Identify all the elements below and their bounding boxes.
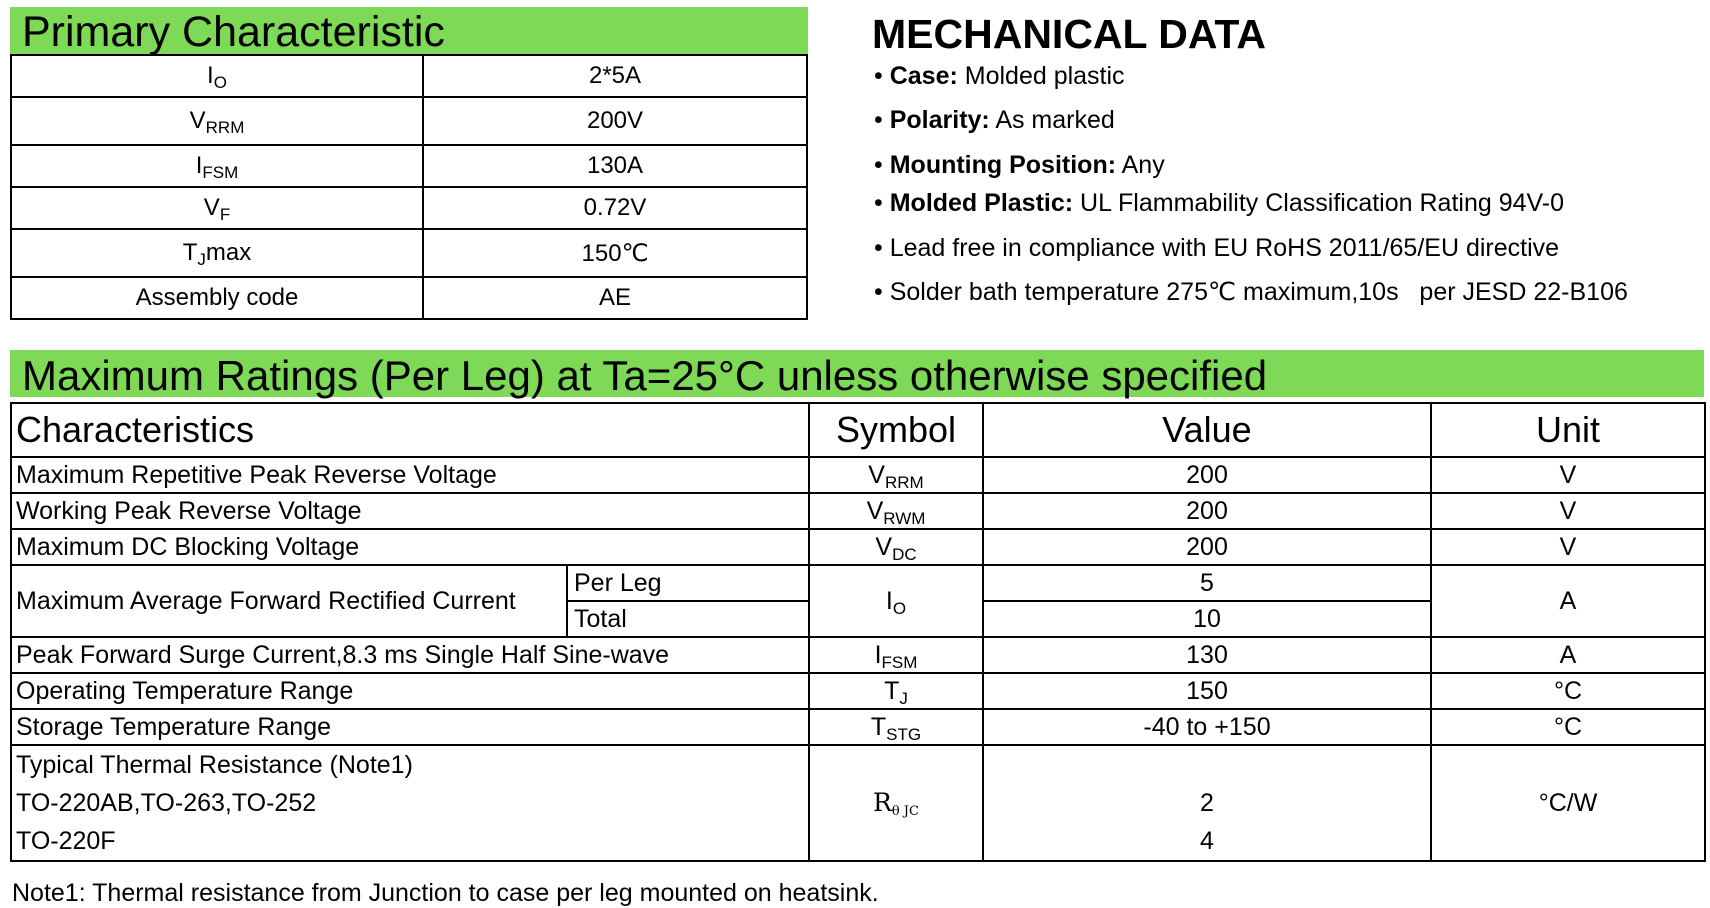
table-row bbox=[11, 145, 807, 187]
mechanical-item-key: Case: bbox=[889, 62, 958, 90]
symbol-cell: Rθ JC bbox=[809, 745, 983, 861]
header-value: Value bbox=[983, 403, 1431, 457]
table-row bbox=[11, 673, 1705, 709]
unit-cell: V bbox=[1431, 457, 1705, 493]
value-cell: AE bbox=[423, 277, 807, 319]
mechanical-item-text: Solder bath temperature 275℃ maximum,10s per JESD 22-B106 bbox=[882, 278, 1628, 306]
mechanical-data-title: MECHANICAL DATA bbox=[872, 11, 1267, 57]
table-row bbox=[11, 55, 807, 97]
primary-characteristic-title: Primary Characteristic bbox=[10, 7, 808, 54]
mechanical-item bbox=[874, 60, 1125, 92]
bullet: • bbox=[874, 278, 883, 306]
value-cell: 150 bbox=[983, 673, 1431, 709]
sub-characteristic-cell: Total bbox=[567, 601, 809, 637]
unit-cell: V bbox=[1431, 529, 1705, 565]
mechanical-item bbox=[874, 187, 1564, 219]
mechanical-item bbox=[874, 149, 1165, 181]
mechanical-item-key: Mounting Position: bbox=[889, 151, 1117, 179]
unit-cell: °C/W bbox=[1431, 745, 1705, 861]
mechanical-item-text: Molded plastic bbox=[957, 62, 1125, 90]
thermal-resistance-label: Typical Thermal Resistance (Note1) bbox=[16, 751, 413, 779]
mechanical-item-text: Lead free in compliance with EU RoHS 2011/65/EU directive bbox=[882, 234, 1560, 262]
symbol-cell: $T_{STG}$ bbox=[809, 709, 983, 745]
value-cell: 2 4 bbox=[983, 745, 1431, 861]
unit-cell: A bbox=[1431, 637, 1705, 673]
header-symbol: Symbol bbox=[809, 403, 983, 457]
unit-cell: V bbox=[1431, 493, 1705, 529]
table-row bbox=[11, 97, 807, 145]
mechanical-item bbox=[874, 104, 1115, 136]
characteristic-cell bbox=[11, 745, 809, 861]
value-cell: 10 bbox=[983, 601, 1431, 637]
value-cell: 200 bbox=[983, 529, 1431, 565]
unit-cell: A bbox=[1431, 565, 1705, 637]
symbol-cell: $I_{FSM}$ bbox=[809, 637, 983, 673]
table-row bbox=[11, 493, 1705, 529]
symbol-cell: $I_O$ bbox=[809, 565, 983, 637]
unit-cell: °C bbox=[1431, 709, 1705, 745]
characteristic-cell: Maximum DC Blocking Voltage bbox=[11, 529, 809, 565]
characteristic-cell: Peak Forward Surge Current,8.3 ms Single Half Sine-wave bbox=[11, 637, 809, 673]
value-cell: 200 bbox=[983, 493, 1431, 529]
package-label: TO-220AB,TO-263,TO-252 bbox=[16, 789, 317, 817]
value-cell: 130 bbox=[983, 637, 1431, 673]
symbol-cell: $V_{RWM}$ bbox=[809, 493, 983, 529]
symbol-cell: $V_{RRM}$ bbox=[809, 457, 983, 493]
table-row bbox=[11, 709, 1705, 745]
characteristic-cell: Maximum Average Forward Rectified Current bbox=[11, 565, 567, 637]
value-cell: 200 bbox=[983, 457, 1431, 493]
table-row bbox=[11, 229, 807, 277]
characteristic-cell: Working Peak Reverse Voltage bbox=[11, 493, 809, 529]
mechanical-item bbox=[874, 276, 1628, 308]
mechanical-item-key: Polarity: bbox=[889, 106, 990, 134]
symbol-cell: $I_{FSM}$ bbox=[11, 145, 423, 187]
maximum-ratings-title: Maximum Ratings (Per Leg) at Ta=25°C unless otherwise specified bbox=[10, 350, 1704, 397]
bullet: • bbox=[874, 189, 883, 217]
symbol-cell: $T_J\max$ bbox=[11, 229, 423, 277]
mechanical-item-text: UL Flammability Classification Rating 94V-0 bbox=[1073, 189, 1565, 217]
table-row bbox=[11, 187, 807, 229]
characteristic-cell: Maximum Repetitive Peak Reverse Voltage bbox=[11, 457, 809, 493]
header-characteristics: Characteristics bbox=[11, 403, 809, 457]
table-header-row bbox=[11, 403, 1705, 457]
package-label: TO-220F bbox=[16, 827, 116, 855]
symbol-cell: $V_{RRM}$ bbox=[11, 97, 423, 145]
symbol-cell: $V_{DC}$ bbox=[809, 529, 983, 565]
value-cell: 5 bbox=[983, 565, 1431, 601]
symbol-cell: $I_O$ bbox=[11, 55, 423, 97]
maximum-ratings-table bbox=[10, 402, 1706, 862]
value-cell: 150℃ bbox=[423, 229, 807, 277]
bullet: • bbox=[874, 106, 883, 134]
bullet: • bbox=[874, 62, 883, 90]
symbol-cell: $V_F$ bbox=[11, 187, 423, 229]
value-cell: 0.72V bbox=[423, 187, 807, 229]
value-cell: 130A bbox=[423, 145, 807, 187]
characteristic-cell: Storage Temperature Range bbox=[11, 709, 809, 745]
sub-characteristic-cell: Per Leg bbox=[567, 565, 809, 601]
value-cell: 2*5A bbox=[423, 55, 807, 97]
symbol-cell: $T_J$ bbox=[809, 673, 983, 709]
bullet: • bbox=[874, 234, 883, 262]
mechanical-item-text: Any bbox=[1116, 151, 1165, 179]
table-row bbox=[11, 637, 1705, 673]
value-cell: -40 to +150 bbox=[983, 709, 1431, 745]
primary-characteristic-table bbox=[10, 54, 808, 320]
table-row bbox=[11, 277, 807, 319]
label-cell: Assembly code bbox=[11, 277, 423, 319]
table-row bbox=[11, 565, 1705, 601]
table-row bbox=[11, 745, 1705, 861]
header-unit: Unit bbox=[1431, 403, 1705, 457]
mechanical-item bbox=[874, 232, 1559, 264]
mechanical-item-text: As marked bbox=[989, 106, 1115, 134]
mechanical-item-key: Molded Plastic: bbox=[889, 189, 1074, 217]
table-row bbox=[11, 529, 1705, 565]
table-row bbox=[11, 457, 1705, 493]
bullet: • bbox=[874, 151, 883, 179]
unit-cell: °C bbox=[1431, 673, 1705, 709]
characteristic-cell: Operating Temperature Range bbox=[11, 673, 809, 709]
footnote: Note1: Thermal resistance from Junction to case per leg mounted on heatsink. bbox=[12, 879, 879, 907]
value-cell: 200V bbox=[423, 97, 807, 145]
